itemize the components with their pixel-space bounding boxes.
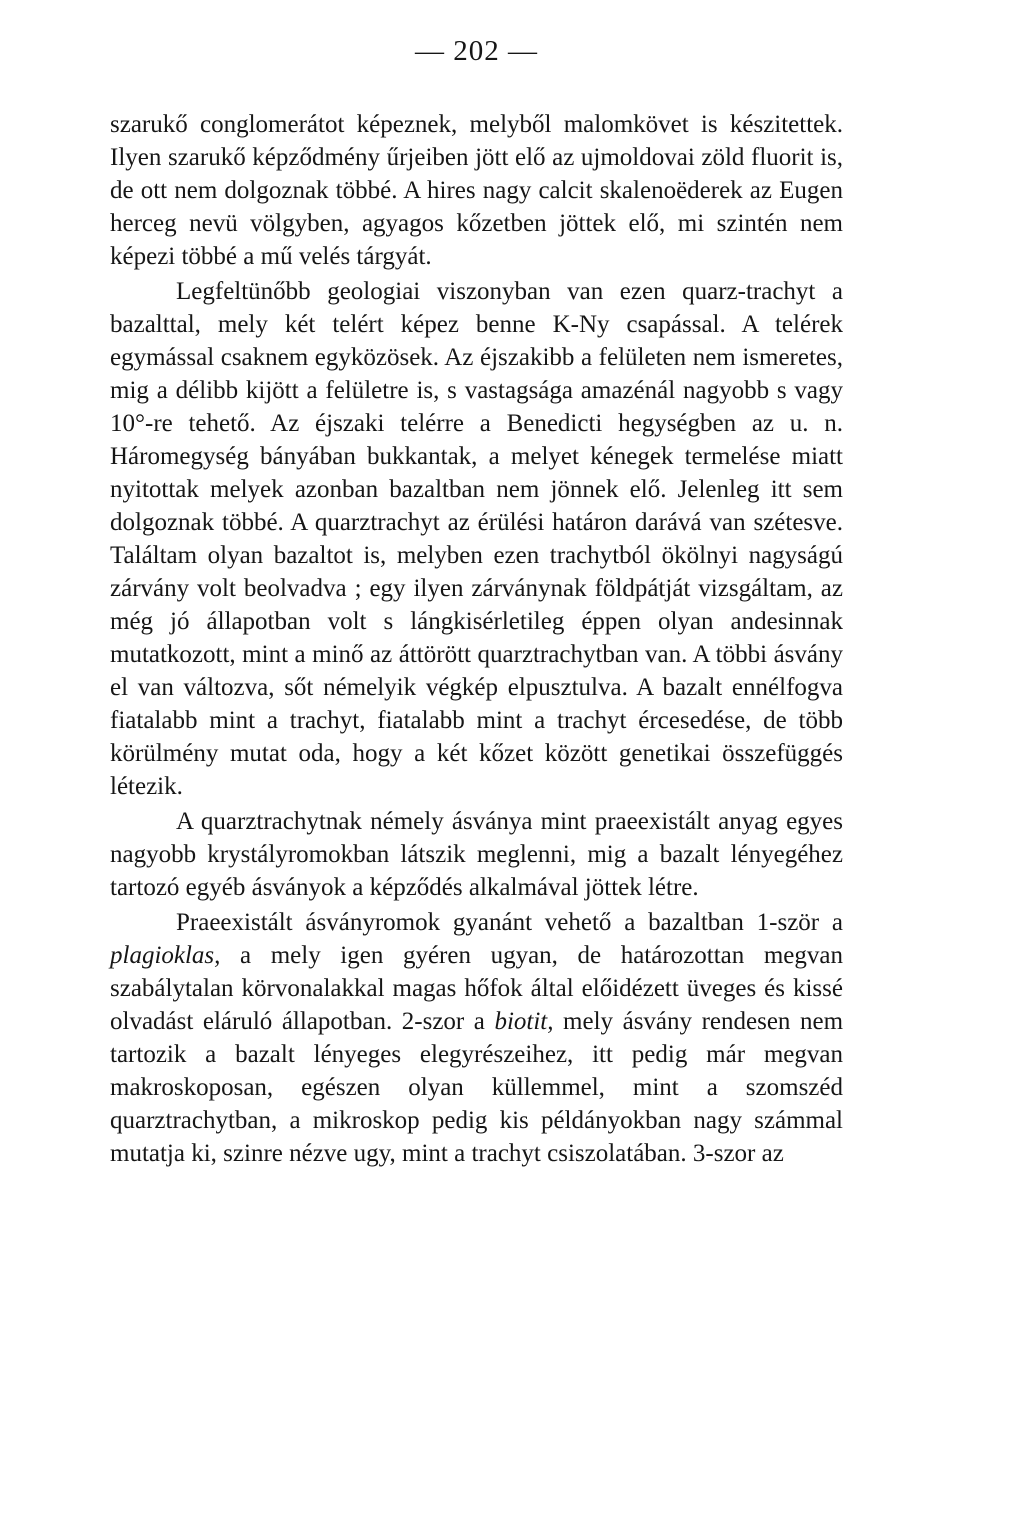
term-biotit: biotit, [494, 1008, 554, 1035]
paragraph-4-text-c: a mely igen gyéren ugyan, de határozottan megvan szabálytalan körvonalakkal magas hőfok által előidézett üveges és kissé olvadást eláruló állapotban. 2-szor a [110, 942, 843, 1035]
paragraph-1: szarukő conglomerátot képeznek, melyből malomkövet is készitettek. Ilyen szarukő képződmény űrjeiben jött elő az ujmoldovai zöld fluorit is, de ott nem dolgoznak többé. A hires nagy calcit skalenoëderek az Eugen herceg nevü völgyben, agyagos kőzetben jöttek elő, mi szintén nem képezi többé a mű velés tárgyát. [110, 111, 843, 270]
book-page [110, 28, 843, 1170]
paragraph-3: A quarztrachytnak némely ásványa mint praeexistált anyag egyes nagyobb krystályromokban látszik meglenni, mig a bazalt lényegéhez tartozó egyéb ásványok a képződés alkalmával jöttek létre. [110, 808, 843, 901]
paragraph-2: Legfeltünőbb geologiai viszonyban van ezen quarz-trachyt a bazalttal, mely két telért képez benne K-Ny csapással. A telérek egymással csaknem egyközösek. Az éjszakibb a felületen nem ismeretes, mig a délibb kijött a felületre is, s vastagsága amazénál nagyobb s vagy 10°-re tehető. Az éjszaki telérre a Benedicti hegységben az u. n. Háromegység bányában bukkantak, a melyet kénegek termelése miatt nyitottak melyek azonban bazaltban nem jönnek elő. Jelenleg itt sem dolgoznak többé. A quarztrachyt az érülési határon darává van szétesve. Találtam olyan bazaltot is, melyben ezen trachytból ökölnyi nagyságú zárvány volt beolvadva ; egy ilyen zárványnak földpátját vizsgáltam, az még jó állapotban volt s lángkisérletileg éppen olyan andesinnak mutatkozott, mint a minő az áttörött quarztrachytban van. A többi ásvány el van változva, sőt némelyik végkép elpusztulva. A bazalt ennélfogva fiatalabb mint a trachyt, fiatalabb mint a trachyt ércesedése, de több körülmény mutat oda, hogy a két kőzet között genetikai összefüggés létezik. [110, 278, 843, 800]
paragraph-4-text-a: Praeexistált ásványromok gyanánt vehető a bazaltban 1-ször a [176, 909, 843, 936]
paragraph-4 [110, 906, 843, 1170]
term-plagioklas: plagioklas, [110, 942, 221, 969]
page-number: — 202 — [415, 35, 538, 67]
paragraph-4-text-e: mely ásvány rendesen nem tartozik a bazalt lényeges elegyrészeihez, itt pedig már megvan makroskoposan, egészen olyan küllemmel, mint a szomszéd quarztrachytban, a mikroskop pedig kis példányokban nagy számmal mutatja ki, szinre nézve ugy, mint a trachyt csiszolatában. 3-szor az [110, 1008, 844, 1167]
